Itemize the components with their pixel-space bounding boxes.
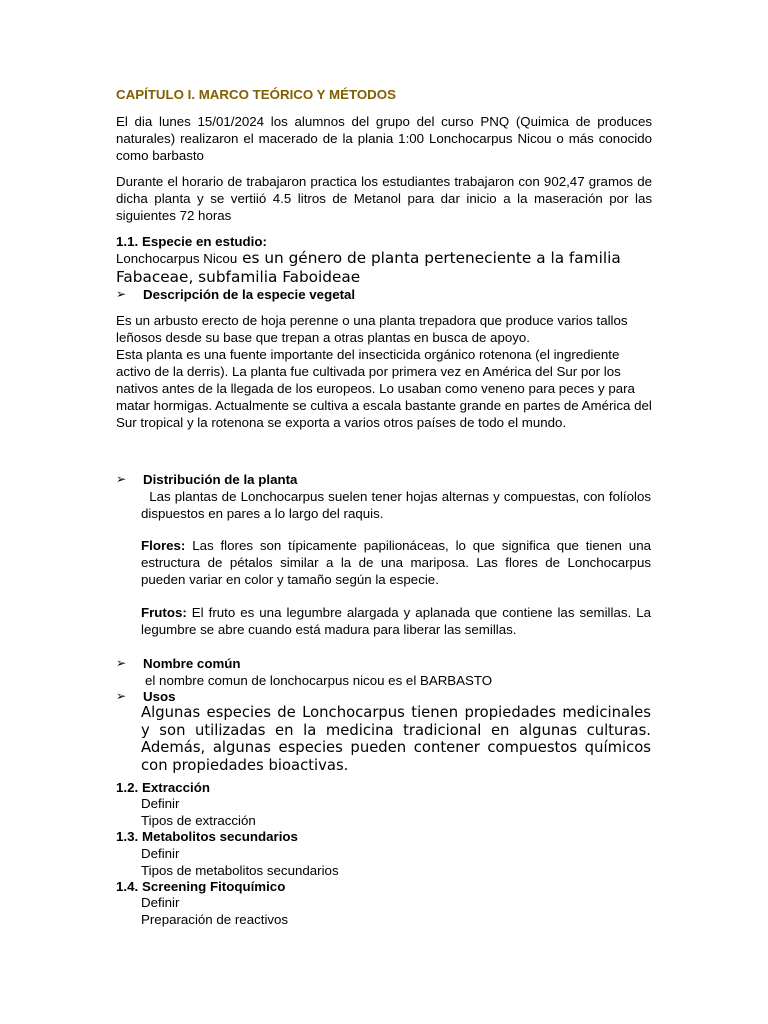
section-heading-1-4 xyxy=(116,878,285,895)
section-item: Definir xyxy=(141,895,180,910)
distribucion-text: Las plantas de Lonchocarpus suelen tener hojas alternas y compuestas, con folíolos dispuestos en pares a lo largo del raquis. xyxy=(141,489,655,521)
intro-paragraph-2: Durante el horario de trabajaron practica los estudiantes trabajaron con 902,47 gramos de dicha planta y se vertiió 4.5 litros de Metanol para dar inicio a la maseración por las siguientes 72 horas xyxy=(116,174,652,223)
frutos-paragraph xyxy=(141,604,651,638)
section-number: 1.4. xyxy=(116,879,139,894)
species-lead xyxy=(116,249,656,287)
flores-label: Flores: xyxy=(141,538,186,553)
descripcion-text-2: Esta planta es una fuente importante del insecticida orgánico rotenona (el ingrediente activo de la derris). La planta fue cultivada por primera vez en América del Sur por los nativos antes de la llegada de los europeos. Lo usaban como veneno para peces y para matar hormigas. Actualmente se cultiva a escala bastante grande en partes de América del Sur tropical y la rotenona se exporta a varios otros países de todo el mundo. xyxy=(116,347,652,430)
descripcion-text-1: Es un arbusto erecto de hoja perenne o una planta trepadora que produce varios tallos leñosos desde su base que trepan a otras plantas en busca de apoyo. xyxy=(116,313,628,345)
section-title: Especie en estudio: xyxy=(142,234,267,249)
section-heading-1-1 xyxy=(116,233,267,250)
nombre-comun-heading: Nombre común xyxy=(143,656,241,671)
flores-paragraph xyxy=(141,537,651,588)
usos-heading: Usos xyxy=(143,689,176,704)
section-item: Preparación de reactivos xyxy=(141,912,289,927)
section-heading-1-2 xyxy=(116,779,210,796)
section-item: Tipos de extracción xyxy=(141,813,256,828)
section-title: Screening Fitoquímico xyxy=(142,879,286,894)
section-number: 1.2. xyxy=(116,780,139,795)
section-item: Definir xyxy=(141,796,180,811)
section-item: Tipos de metabolitos secundarios xyxy=(141,863,339,878)
usos-text: Algunas especies de Lonchocarpus tienen propiedades medicinales y son utilizadas en la medicina tradicional en algunas culturas. Además, algunas especies pueden contener compuestos químicos con propiedades bioactivas. xyxy=(141,704,651,774)
distribucion-heading: Distribución de la planta xyxy=(143,472,298,487)
section-heading-1-3 xyxy=(116,828,298,845)
bullet-arrow-icon: ➢ xyxy=(116,656,127,670)
species-name: Lonchocarpus Nicou xyxy=(116,251,238,266)
section-item: Definir xyxy=(141,846,180,861)
bullet-arrow-icon: ➢ xyxy=(116,287,127,301)
frutos-label: Frutos: xyxy=(141,605,187,620)
section-title: Metabolitos secundarios xyxy=(142,829,298,844)
bullet-arrow-icon: ➢ xyxy=(116,472,127,486)
section-number: 1.3. xyxy=(116,829,139,844)
flores-text: Las flores son típicamente papilionáceas, lo que significa que tienen una estructura de pétalos similar a la de una mariposa. Las flores de Lonchocarpus pueden variar en color y tamaño según la especie. xyxy=(141,538,651,587)
section-title: Extracción xyxy=(142,780,210,795)
chapter-title: CAPÍTULO I. MARCO TEÓRICO Y MÉTODOS xyxy=(116,87,396,102)
section-number: 1.1. xyxy=(116,234,139,249)
species-lead-text-1: es un género de planta perteneciente a la familia xyxy=(237,249,621,267)
species-lead-text-2: Fabaceae, subfamilia Faboideae xyxy=(116,268,361,286)
descripcion-heading: Descripción de la especie vegetal xyxy=(143,287,356,302)
nombre-comun-text: el nombre comun de lonchocarpus nicou es el BARBASTO xyxy=(145,673,493,688)
bullet-arrow-icon: ➢ xyxy=(116,689,127,703)
frutos-text: El fruto es una legumbre alargada y aplanada que contiene las semillas. La legumbre se abre cuando está madura para liberar las semillas. xyxy=(141,605,651,637)
intro-paragraph-1: El dia lunes 15/01/2024 los alumnos del grupo del curso PNQ (Quimica de produces naturales) realizaron el macerado de la plania 1:00 Lonchocarpus Nicou o más conocido como barbasto xyxy=(116,114,652,163)
